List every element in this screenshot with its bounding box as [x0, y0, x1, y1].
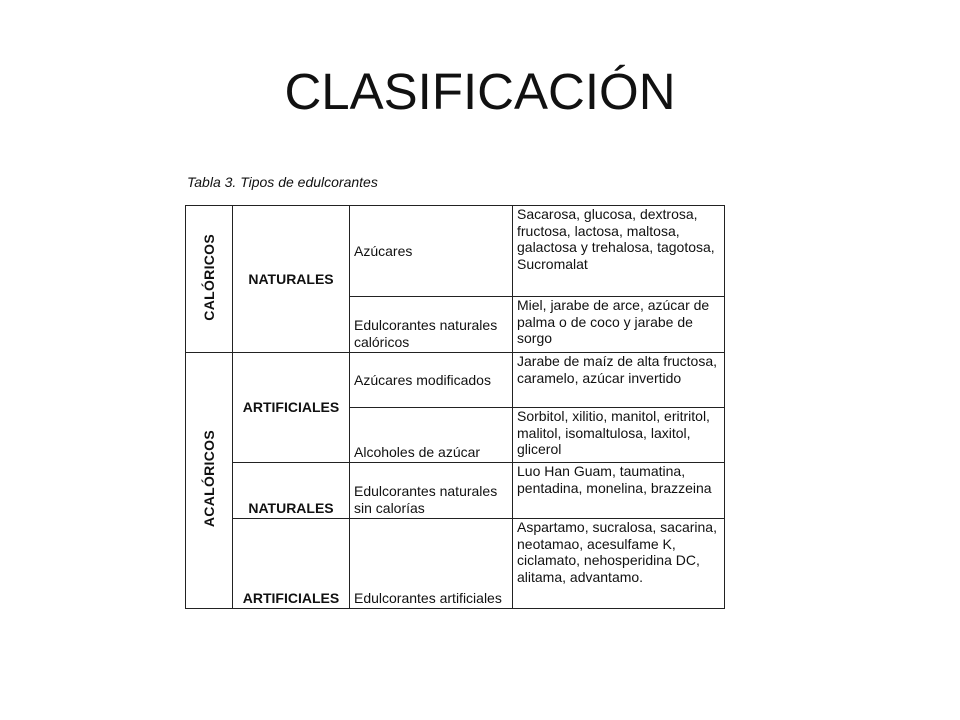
group-label: CALÓRICOS — [200, 233, 217, 321]
type-examples: Jarabe de maíz de alta fructosa, caramelo, azúcar invertido — [513, 353, 725, 408]
type-name: Edulcorantes naturales sin calorías — [350, 463, 513, 519]
group-label: ACALÓRICOS — [200, 430, 217, 528]
table-row — [186, 519, 725, 609]
table-row — [186, 206, 725, 297]
type-examples: Luo Han Guam, taumatina, pentadina, monelina, brazzeina — [513, 463, 725, 519]
type-name: Edulcorantes artificiales — [350, 519, 513, 609]
type-name: Alcoholes de azúcar — [350, 408, 513, 463]
category-artificiales: ARTIFICIALES — [233, 519, 350, 609]
category-naturales: NATURALES — [233, 206, 350, 353]
group-caloricos — [186, 206, 233, 353]
type-examples: Sorbitol, xilitio, manitol, eritritol, malitol, isomaltulosa, laxitol, glicerol — [513, 408, 725, 463]
type-examples: Aspartamo, sucralosa, sacarina, neotamao, acesulfame K, ciclamato, nehosperidina DC, alitama, advantamo. — [513, 519, 725, 609]
type-examples: Sacarosa, glucosa, dextrosa, fructosa, lactosa, maltosa, galactosa y trehalosa, tagotosa, Sucromalat — [513, 206, 725, 297]
sweeteners-table — [185, 205, 725, 609]
category-naturales: NATURALES — [233, 463, 350, 519]
type-name: Azúcares modificados — [350, 353, 513, 408]
type-examples: Miel, jarabe de arce, azúcar de palma o de coco y jarabe de sorgo — [513, 297, 725, 353]
table-row — [186, 463, 725, 519]
table-caption: Tabla 3. Tipos de edulcorantes — [187, 174, 378, 190]
category-artificiales: ARTIFICIALES — [233, 353, 350, 463]
type-name: Azúcares — [350, 206, 513, 297]
slide-title: CLASIFICACIÓN — [284, 63, 676, 120]
type-name: Edulcorantes naturales calóricos — [350, 297, 513, 353]
group-acaloricos — [186, 353, 233, 609]
table-row — [186, 353, 725, 408]
